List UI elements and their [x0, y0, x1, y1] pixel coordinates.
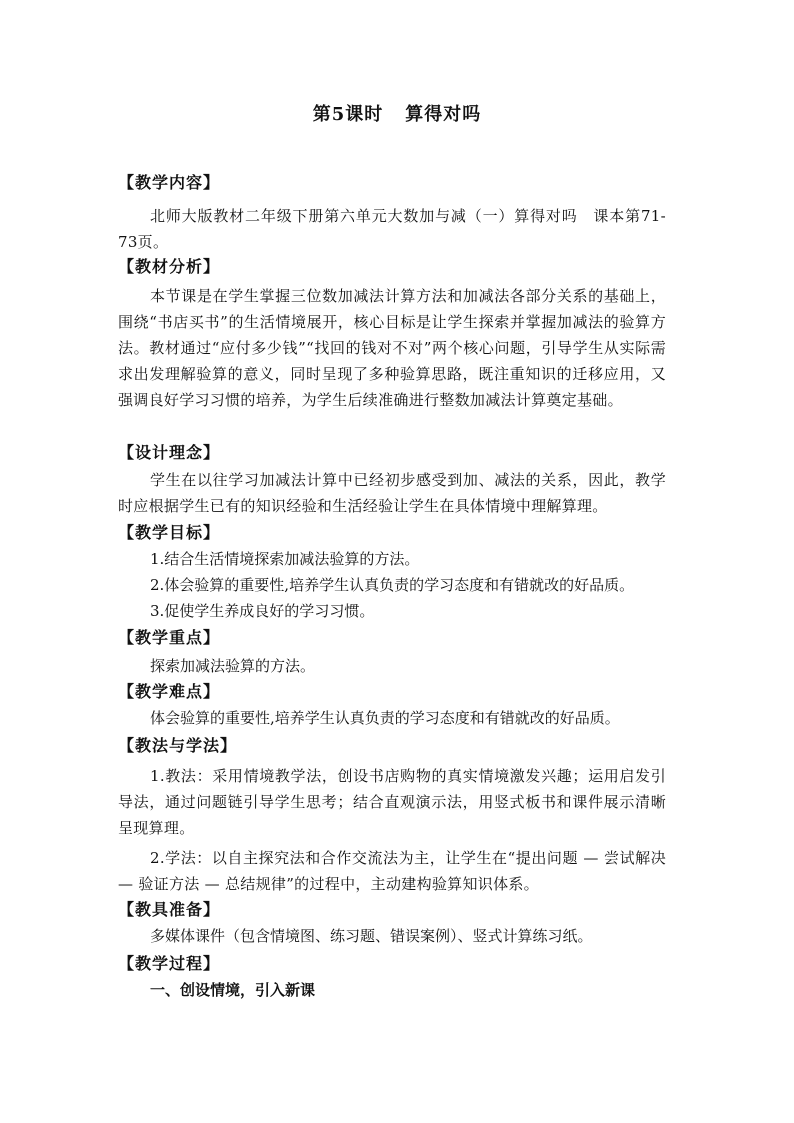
heading-methods: 【教法与学法】	[118, 736, 238, 755]
difficulty-text: 体会验算的重要性,培养学生认真负责的学习态度和有错就改的好品质。	[150, 709, 620, 727]
teaching-method-paragraph: 1.教法：采用情境教学法，创设书店购物的真实情境激发兴趣；运用启发引导法，通过问题链引导学生思考；结合直观演示法，用竖式板书和课件展示清晰呈现算理。	[118, 767, 666, 837]
heading-analysis: 【教材分析】	[118, 257, 221, 276]
heading-tools: 【教具准备】	[118, 900, 221, 919]
heading-key-point: 【教学重点】	[118, 628, 221, 647]
goal-item: 3.促使学生养成良好的学习习惯。	[150, 602, 375, 620]
heading-difficulty: 【教学难点】	[118, 682, 221, 701]
analysis-paragraph: 本节课是在学生掌握三位数加减法计算方法和加减法各部分关系的基础上，围绕“书店买书”的生活情境展开，核心目标是让学生探索并掌握加减法的验算方法。教材通过“应付多少钱”“找回的钱对不对”两个核心问题，引导学生从实际需求出发理解验算的意义，同时呈现了多种验算思路，既注重知识的迁移应用，又强调良好学习习惯的培养，为学生后续准确进行整数加减法计算奠定基础。	[118, 287, 666, 409]
lesson-number: 第5课时	[312, 104, 384, 125]
process-step-heading: 一、创设情境，引入新课	[150, 981, 316, 999]
lesson-name: 算得对吗	[405, 104, 482, 125]
heading-goals: 【教学目标】	[118, 523, 221, 542]
concept-paragraph: 学生在以往学习加减法计算中已经初步感受到加、减法的关系，因此，教学时应根据学生已有的知识经验和生活经验让学生在具体情境中理解算理。	[118, 471, 666, 515]
key-point-text: 探索加减法验算的方法。	[150, 657, 316, 675]
heading-content: 【教学内容】	[118, 173, 221, 192]
goal-item: 1.结合生活情境探索加减法验算的方法。	[150, 550, 420, 568]
goal-item: 2.体会验算的重要性,培养学生认真负责的学习态度和有错就改的好品质。	[150, 576, 635, 594]
content-paragraph: 北师大版教材二年级下册第六单元大数加与减（一）算得对吗 课本第71-73页。	[118, 207, 666, 251]
page-title	[0, 100, 794, 126]
learning-method-paragraph: 2.学法：以自主探究法和合作交流法为主，让学生在“提出问题 — 尝试解决 — 验证方法 — 总结规律”的过程中，主动建构验算知识体系。	[118, 849, 666, 893]
heading-process: 【教学过程】	[118, 954, 221, 973]
tools-text: 多媒体课件（包含情境图、练习题、错误案例）、竖式计算练习纸。	[150, 927, 593, 945]
heading-concept: 【设计理念】	[118, 443, 221, 462]
